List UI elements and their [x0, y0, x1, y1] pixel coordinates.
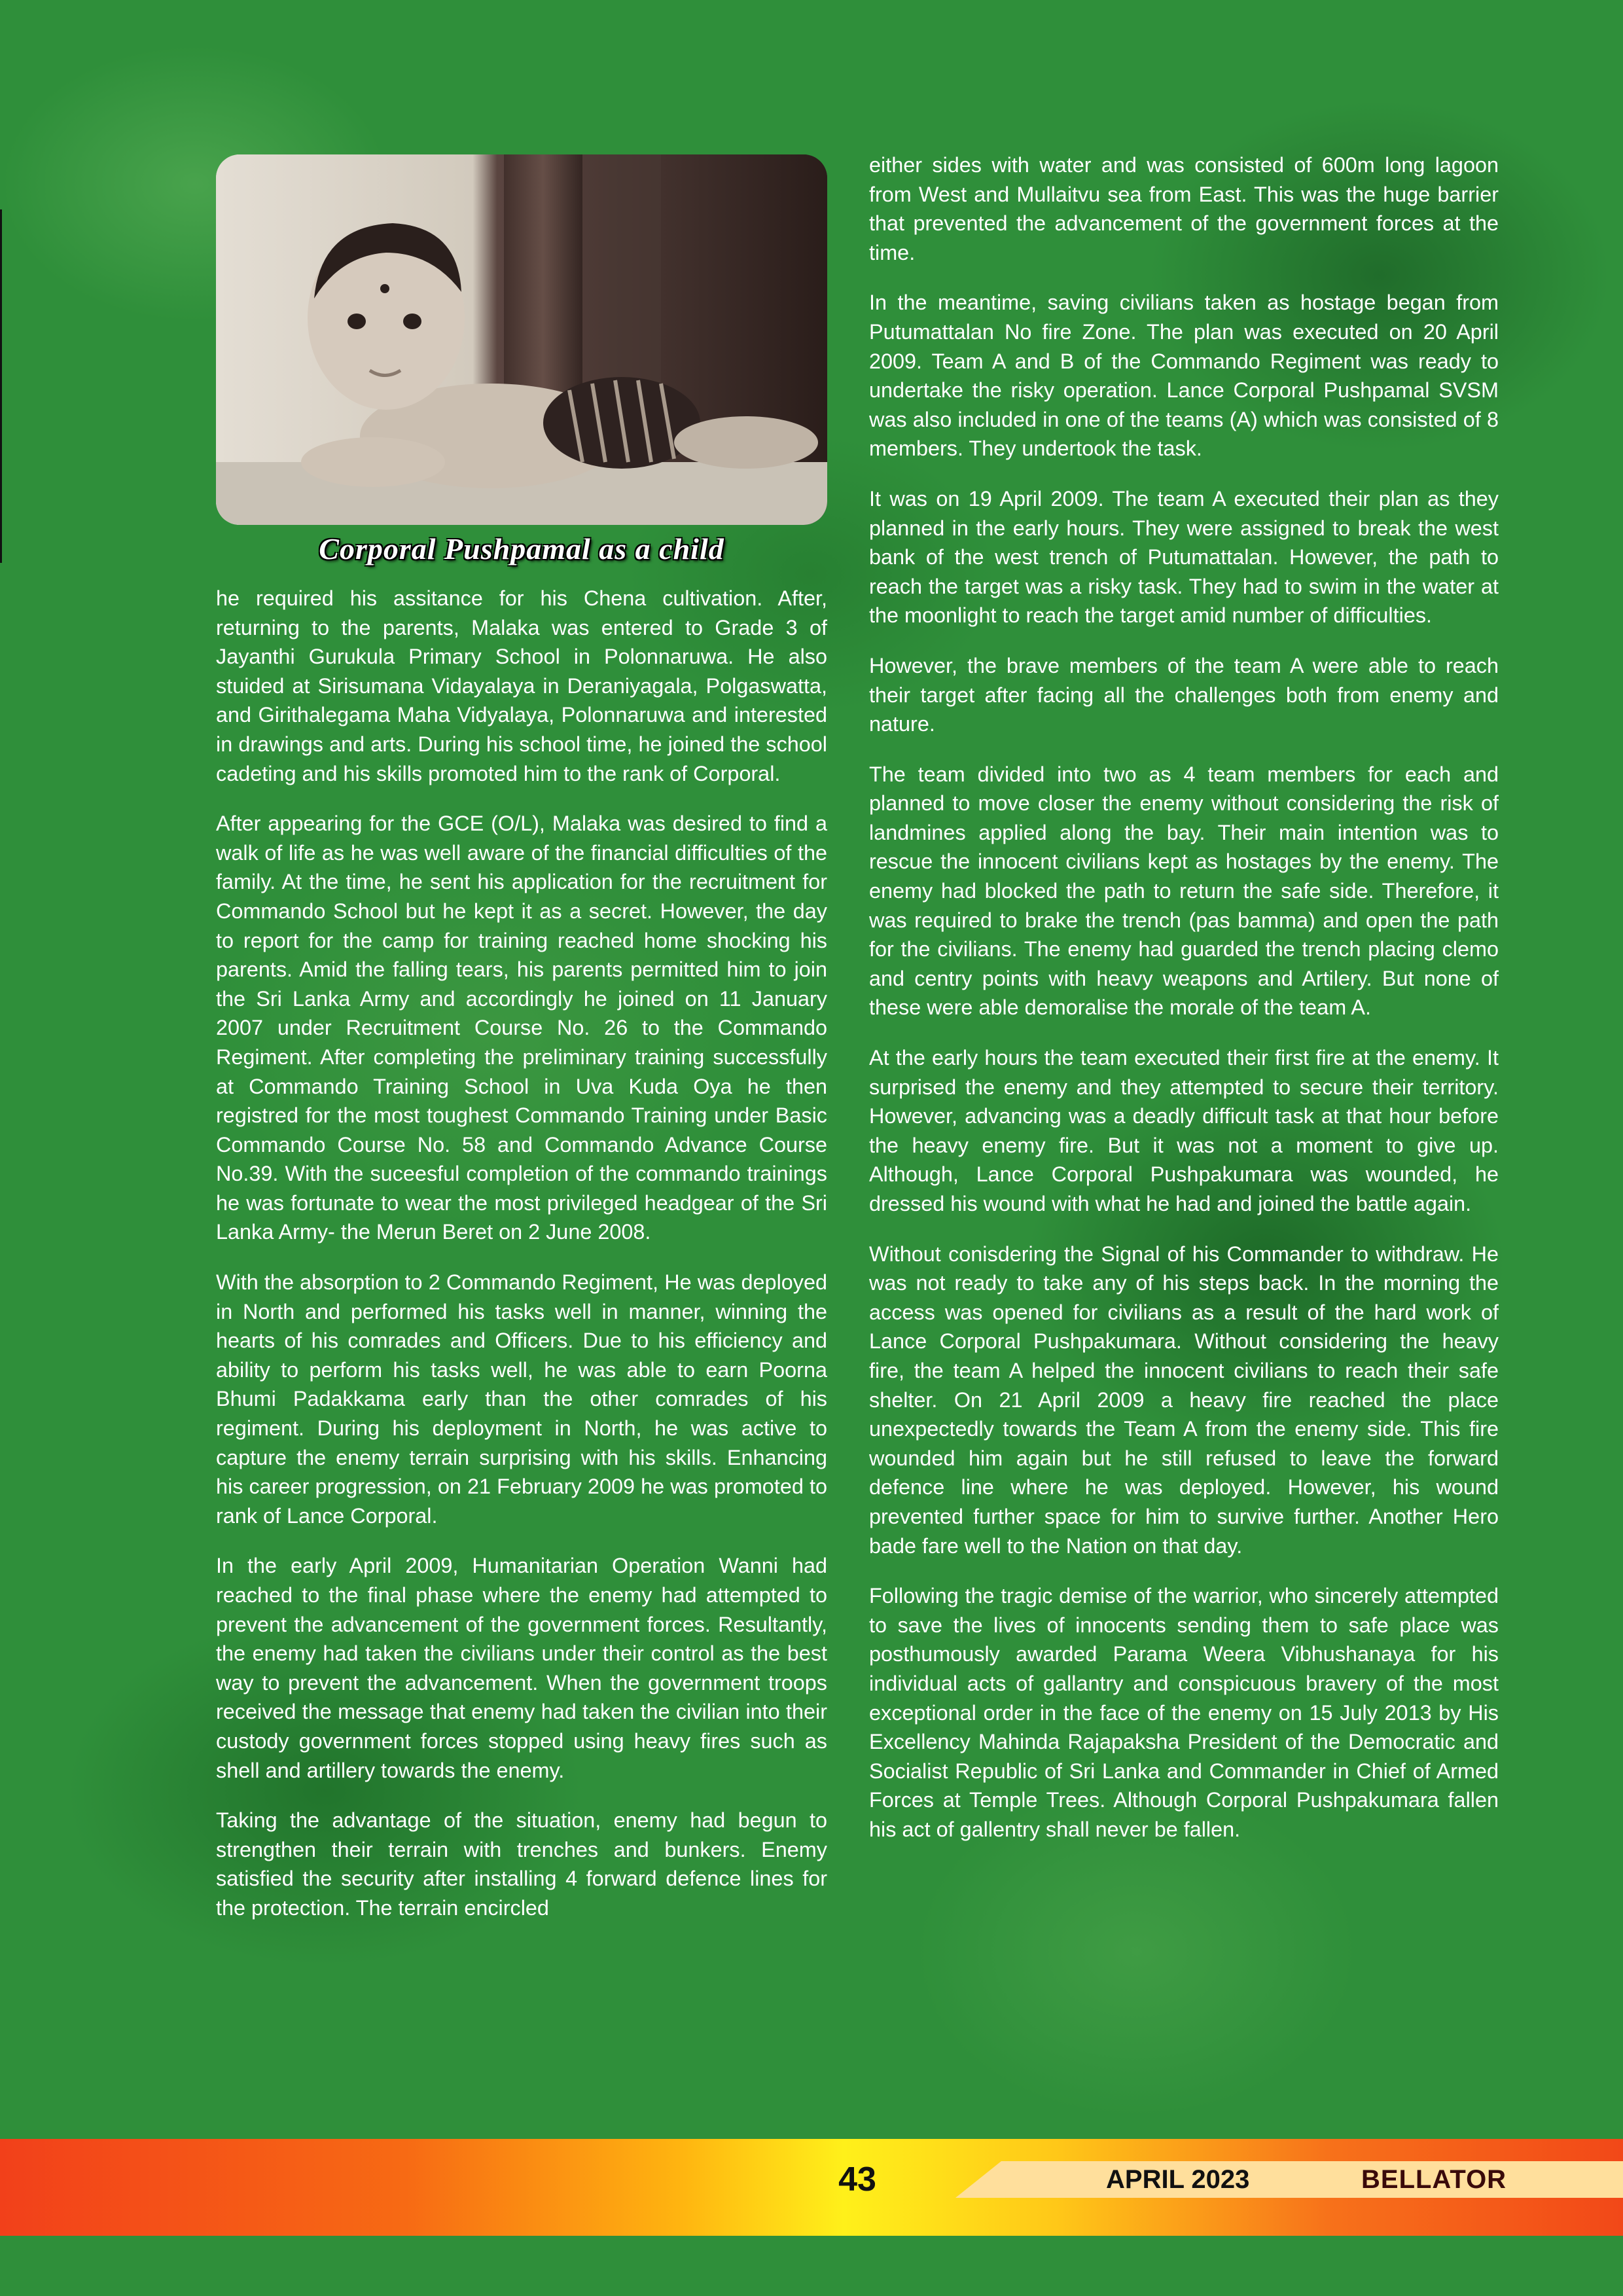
paragraph: In the meantime, saving civilians taken as hostage began from Putumattalan No fire Zone. The plan was executed on 20 April 2009. Team A and B of the Commando Regiment was ready to undertake the risky operation. Lance Corporal Pushpamal SVSM was also included in one of the teams (A) which was consisted of 8 members. They undertook the task.	[869, 291, 1499, 461]
paragraph: he required his assitance for his Chena cultivation. After, returning to the parents, Malaka was entered to Grade 3 of Jayanthi Gurukula Primary School in Polonnaruwa. He also stuided at Sirisumana Vidayalaya in Deraniyagala, Polgaswatta, and Girithalegama Maha Vidyalaya, Polonnaruwa and interested in drawings and arts. During his school time, he joined the school cadeting and his skills promoted him to the rank of Corporal.	[216, 586, 827, 785]
child-photo-illustration	[216, 154, 827, 525]
paragraph: It was on 19 April 2009. The team A executed their plan as they planned in the early hours. They were assigned to break the west bank of the west trench of Putumattalan. However, the path to reach the target was a risky task. They had to swim in the water at the moonlight to reach the target amid number of difficulties.	[869, 486, 1499, 628]
right-column	[869, 151, 1499, 1865]
issue-date: APRIL 2023	[1106, 2165, 1250, 2194]
paragraph: With the absorption to 2 Commando Regiment, He was deployed in North and performed his tasks well in manner, winning the hearts of his comrades and Officers. Due to his efficiency and ability to perform his tasks well, he was able to earn Poorna Bhumi Padakkama early than the other comrades of his regiment. During his deployment in North, he was active to capture the enemy terrain surprising with his skills. Enhancing his career progression, on 21 February 2009 he was promoted to rank of Lance Corporal.	[216, 1270, 827, 1528]
child-photo	[216, 154, 827, 525]
photo-caption: Corporal Pushpamal as a child	[319, 532, 724, 565]
left-edge-rule	[0, 209, 2, 563]
left-column	[216, 584, 827, 1944]
paragraph: Without conisdering the Signal of his Commander to withdraw. He was not ready to take any of his steps back. In the morning the access was opened for civilians as a result of the hard work of Lance Corporal Pushpakumara. Without considering the heavy fire, the team A helped the innocent civilians to reach their safe shelter. On 21 April 2009 a heavy fire reached the place unexpectedly towards the Team A from the enemy side. This fire wounded him again but he still refused to leave the forward defence line where he was deployed. However, his wound prevented further space for him to survive further. Another Hero bade fare well to the Nation on that day.	[869, 1242, 1499, 1558]
paragraph: At the early hours the team executed their first fire at the enemy. It surprised the enemy and they attempted to secure their territory. However, advancing was a deadly difficult task at that hour before the heavy enemy fire. But it was not a moment to give up. Although, Lance Corporal Pushpakumara was wounded, he dressed his wound with what he had and joined the battle again.	[869, 1046, 1499, 1215]
paragraph: Taking the advantage of the situation, enemy had begun to strengthen their terrain with trenches and bunkers. Enemy satisfied the security after installing 4 forward defence lines for the protection. The terrain encircled	[216, 1808, 827, 1920]
paragraph: However, the brave members of the team A were able to reach their target after facing all the challenges both from enemy and nature.	[869, 653, 1499, 736]
paragraph: After appearing for the GCE (O/L), Malaka was desired to find a walk of life as he was well aware of the financial difficulties of the family. At the time, he sent his application for the recruitment for Commando School but he kept it as a secret. However, the day to report for the camp for training reached home shocking his parents. Amid the falling tears, his parents permitted him to join the Sri Lanka Army and accordingly he joined on 11 January 2007 under Recruitment Course No. 26 to the Commando Regiment. After completing the preliminary training successfully at Commando Training School in Uva Kuda Oya he then registred for the most toughest Commando Training under Basic Commando Course No. 58 and Commando Advance Course No.39. With the suceesful completion of the commando trainings he was fortunate to wear the most privileged headgear of the Sri Lanka Army- the Merun Beret on 2 June 2008.	[216, 812, 827, 1244]
footer-issue-bar	[955, 2161, 1623, 2198]
paragraph: Following the tragic demise of the warrior, who sincerely attempted to save the lives of innocents sending them to safe place was posthumously awarded Parama Weera Vibhushanaya for his individual acts of gallantry and conspicuous bravery of the most exceptional order in the face of the enemy on 15 July 2013 by His Excellency Mahinda Rajapaksha President of the Democratic and Socialist Republic of Sri Lanka and Commander in Chief of Armed Forces at Temple Trees. Although Corporal Pushpakumara fallen his act of gallentry shall never be fallen.	[869, 1584, 1499, 1841]
paragraph: In the early April 2009, Humanitarian Operation Wanni had reached to the final phase where the enemy had attempted to prevent the advancement of the government forces. Resultantly, the enemy had taken the civilians under their control as the best way to prevent the advancement. When the government troops received the message that enemy had taken the civilian into their custody government forces stopped using heavy fires such as shell and artillery towards the enemy.	[216, 1554, 827, 1782]
page-number: 43	[838, 2161, 876, 2198]
paragraph: The team divided into two as 4 team members for each and planned to move closer the enemy without considering the risk of landmines applied along the bay. Their main intention was to rescue the innocent civilians kept as hostages by the enemy. The enemy had blocked the path to return the safe side. Therefore, it was required to brake the trench (pas bamma) and open the path for the civilians. The enemy had guarded the trench placing clemo and centry points with heavy weapons and Artilery. But none of these were able demoralise the morale of the team A.	[869, 762, 1499, 1020]
magazine-name: BELLATOR	[1361, 2165, 1507, 2194]
paragraph: either sides with water and was consisted of 600m long lagoon from West and Mullaitvu sea from East. This was the huge barrier that prevented the advancement of the government forces at the time.	[869, 153, 1499, 264]
